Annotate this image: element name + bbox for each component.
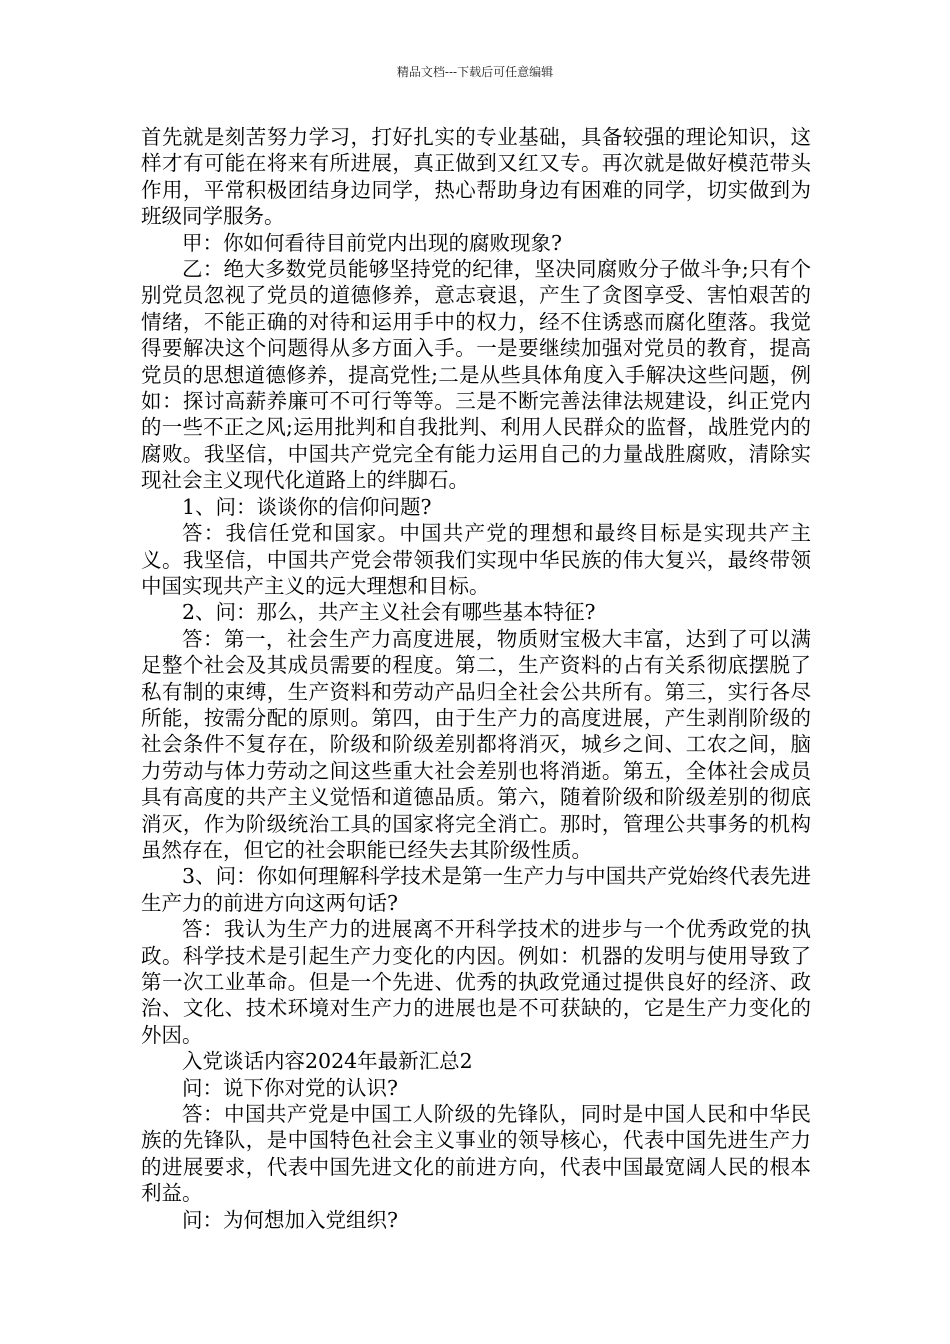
page-header: 精品文档---下载后可任意编辑 bbox=[396, 65, 554, 79]
paragraph-answer-3: 答：我认为生产力的进展离不开科学技术的进步与一个优秀政党的执政。科学技术是引起生产力变化的内因。例如：机器的发明与使用导致了第一次工业革命。但是一个先进、优秀的执政党通过提供良好的经济、政治、文化、技术环境对生产力的进展也是不可获缺的，它是生产力变化的外因。 bbox=[141, 917, 811, 1047]
paragraph-question-3: 3、问：你如何理解科学技术是第一生产力与中国共产党始终代表先进生产力的前进方向这两句话? bbox=[141, 864, 811, 915]
paragraph-answer-1: 答：我信任党和国家。中国共产党的理想和最终目标是实现共产主义。我坚信，中国共产党会带领我们实现中华民族的伟大复兴，最终带领中国实现共产主义的远大理想和目标。 bbox=[141, 521, 811, 598]
section-heading: 入党谈话内容2024年最新汇总2 bbox=[182, 1049, 473, 1074]
paragraph-answer-party: 答：中国共产党是中国工人阶级的先锋队，同时是中国人民和中华民族的先锋队，是中国特色社会主义事业的领导核心，代表中国先进生产力的进展要求，代表中国先进文化的前进方向，代表中国最宽阔人民的根本利益。 bbox=[141, 1102, 811, 1206]
paragraph-question-1: 1、问：谈谈你的信仰问题? bbox=[182, 494, 432, 519]
document-body bbox=[141, 124, 811, 1233]
paragraph-intro: 首先就是刻苦努力学习，打好扎实的专业基础，具备较强的理论知识，这样才有可能在将来有所进展，真正做到又红又专。再次就是做好模范带头作用，平常积极团结身边同学，热心帮助身边有困难的同学，切实做到为班级同学服务。 bbox=[141, 125, 811, 229]
paragraph-answer-2: 答：第一，社会生产力高度进展，物质财宝极大丰富，达到了可以满足整个社会及其成员需要的程度。第二，生产资料的占有关系彻底摆脱了私有制的束缚，生产资料和劳动产品归全社会公共所有。第三，实行各尽所能，按需分配的原则。第四，由于生产力的高度进展，产生剥削阶级的社会条件不复存在，阶级和阶级差别都将消灭，城乡之间、工农之间，脑力劳动与体力劳动之间这些重大社会差别也将消逝。第五，全体社会成员具有高度的共产主义觉悟和道德品质。第六，随着阶级和阶级差别的彻底消灭，作为阶级统治工具的国家将完全消亡。那时，管理公共事务的机构虽然存在，但它的社会职能已经失去其阶级性质。 bbox=[141, 626, 811, 862]
paragraph-question-join: 问：为何想加入党组织? bbox=[182, 1207, 398, 1232]
paragraph-answer-corruption: 乙：绝大多数党员能够坚持党的纪律，坚决同腐败分子做斗争;只有个别党员忽视了党员的道德修养，意志衰退，产生了贪图享受、害怕艰苦的情绪，不能正确的对待和运用手中的权力，经不住诱惑而腐化堕落。我觉得要解决这个问题得从多方面入手。一是要继续加强对党员的教育，提高党员的思想道德修养，提高党性;二是从些具体角度入手解决这些问题，例如：探讨高薪养廉可不可行等等。三是不断完善法律法规建设，纠正党内的一些不正之风;运用批判和自我批判、利用人民群众的监督，战胜党内的腐败。我坚信，中国共产党完全有能力运用自己的力量战胜腐败，清除实现社会主义现代化道路上的绊脚石。 bbox=[141, 257, 811, 493]
paragraph-question-party: 问：说下你对党的认识? bbox=[182, 1075, 398, 1100]
paragraph-question-2: 2、问：那么，共产主义社会有哪些基本特征? bbox=[182, 600, 596, 625]
paragraph-question-corruption: 甲：你如何看待目前党内出现的腐败现象? bbox=[182, 230, 562, 255]
